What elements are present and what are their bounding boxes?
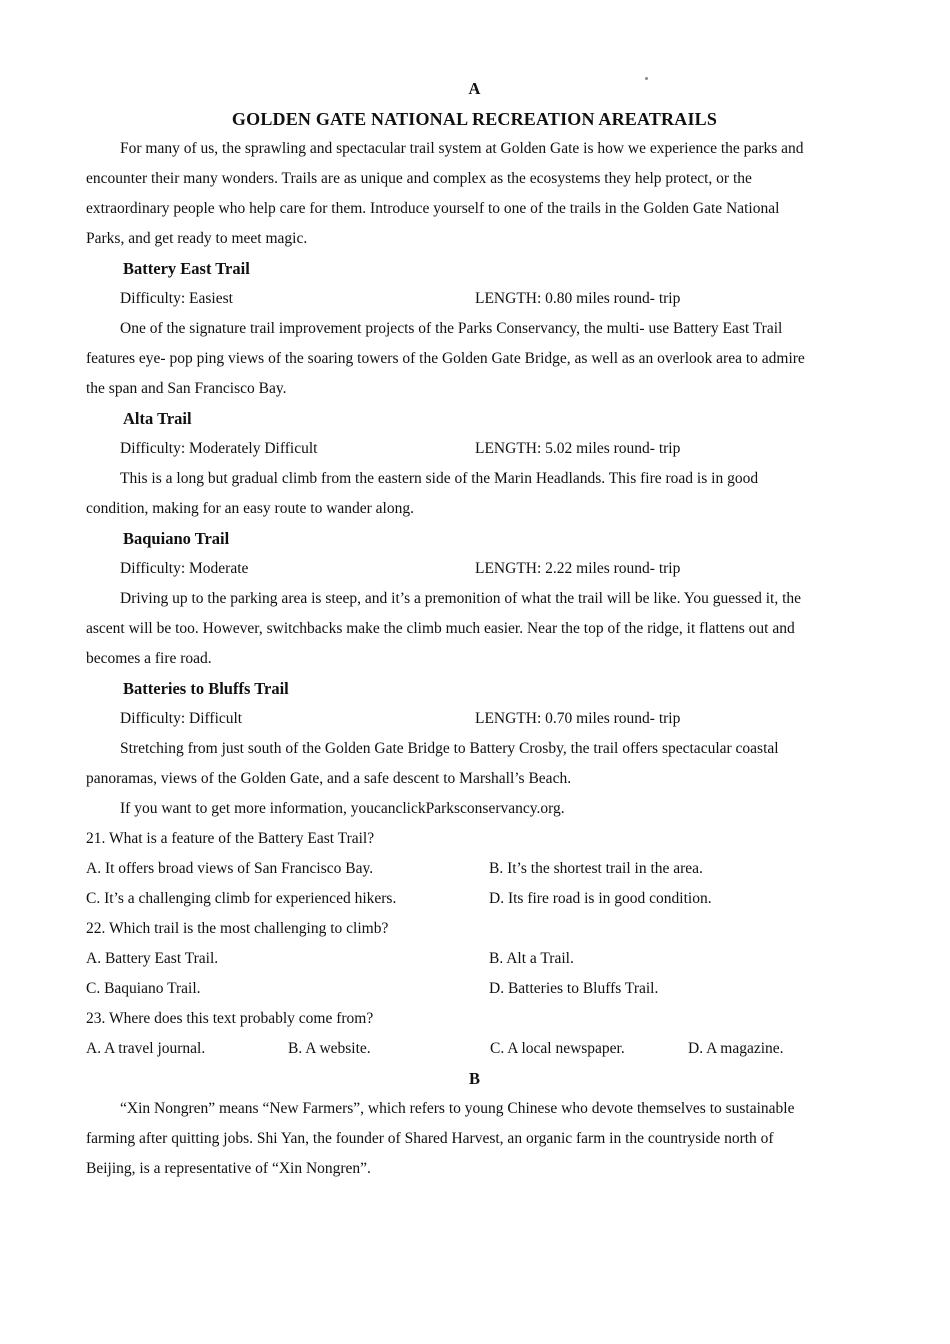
question-option-a: A. A travel journal. [86, 1040, 206, 1057]
options-row [86, 854, 863, 884]
section-b-label: B [468, 1069, 480, 1088]
trail-difficulty: Difficulty: Moderate [120, 560, 249, 577]
text-line: the span and San Francisco Bay. [86, 380, 287, 397]
trail-difficulty: Difficulty: Easiest [120, 290, 233, 307]
section-a-label: A [468, 79, 481, 98]
more-info-line: If you want to get more information, youcanclickParksconservancy.org. [120, 800, 565, 817]
question-text: 21. What is a feature of the Battery East Trail? [86, 830, 375, 847]
trail-section-batteries-to-bluffs [86, 674, 863, 794]
text-line: condition, making for an easy route to wander along. [86, 500, 414, 517]
trail-meta-row [86, 554, 863, 584]
trail-meta-row [86, 704, 863, 734]
text-line: farming after quitting jobs. Shi Yan, the founder of Shared Harvest, an organic farm in the countryside north of [86, 1130, 774, 1147]
text-line: encounter their many wonders. Trails are as unique and complex as the ecosystems they help protect, or the [86, 170, 752, 187]
text-line: Parks, and get ready to meet magic. [86, 230, 308, 247]
trail-difficulty: Difficulty: Difficult [120, 710, 243, 727]
trail-name: Baquiano Trail [123, 529, 230, 548]
question-option-d: D. Batteries to Bluffs Trail. [489, 980, 659, 997]
question-text: 23. Where does this text probably come from? [86, 1010, 374, 1027]
text-line: becomes a fire road. [86, 650, 212, 667]
text-line: ascent will be too. However, switchbacks make the climb much easier. Near the top of the ridge, it flattens out and [86, 620, 795, 637]
question-22 [86, 914, 863, 1004]
text-line: This is a long but gradual climb from the eastern side of the Marin Headlands. This fire road is in good [120, 470, 759, 487]
options-row [86, 974, 863, 1004]
options-row [86, 944, 863, 974]
text-line: panoramas, views of the Golden Gate, and a safe descent to Marshall’s Beach. [86, 770, 572, 787]
question-option-d: D. Its fire road is in good condition. [489, 890, 712, 907]
text-line: One of the signature trail improvement projects of the Parks Conservancy, the multi- use Battery East Trail [120, 320, 783, 337]
trail-name: Alta Trail [123, 409, 192, 428]
text-line: Beijing, is a representative of “Xin Nongren”. [86, 1160, 371, 1177]
trail-length: LENGTH: 0.80 miles round- trip [475, 290, 681, 307]
question-option-a: A. It offers broad views of San Francisco Bay. [86, 860, 374, 877]
question-option-c: C. Baquiano Trail. [86, 980, 201, 997]
trail-meta-row [86, 284, 863, 314]
question-option-c: C. A local newspaper. [490, 1040, 625, 1057]
trail-meta-row [86, 434, 863, 464]
text-line: Stretching from just south of the Golden Gate Bridge to Battery Crosby, the trail offers spectacular coastal [120, 740, 779, 757]
options-row [86, 884, 863, 914]
trail-name: Battery East Trail [123, 259, 250, 278]
text-line: “Xin Nongren” means “New Farmers”, which refers to young Chinese who devote themselves to sustainable [120, 1100, 795, 1117]
question-text: 22. Which trail is the most challenging to climb? [86, 920, 389, 937]
text-line: Driving up to the parking area is steep, and it’s a premonition of what the trail will be like. You guessed it, the [120, 590, 802, 607]
options-row [86, 1034, 863, 1064]
question-23 [86, 1004, 863, 1064]
question-option-d: D. A magazine. [688, 1040, 784, 1057]
trail-name: Batteries to Bluffs Trail [123, 679, 289, 698]
document-content [86, 74, 863, 1184]
trail-section-alta [86, 404, 863, 524]
trail-length: LENGTH: 5.02 miles round- trip [475, 440, 681, 457]
question-option-b: B. Alt a Trail. [489, 950, 574, 967]
section-b-paragraph [86, 1094, 863, 1184]
question-option-b: B. It’s the shortest trail in the area. [489, 860, 703, 877]
text-line: extraordinary people who help care for them. Introduce yourself to one of the trails in the Golden Gate National [86, 200, 780, 217]
question-option-b: B. A website. [288, 1040, 371, 1057]
text-line: features eye- pop ping views of the soaring towers of the Golden Gate Bridge, as well as an overlook area to admire [86, 350, 805, 367]
page-title: GOLDEN GATE NATIONAL RECREATION AREATRAILS [231, 109, 718, 129]
trail-section-battery-east [86, 254, 863, 404]
question-21 [86, 824, 863, 914]
question-option-a: A. Battery East Trail. [86, 950, 219, 967]
question-option-c: C. It’s a challenging climb for experienced hikers. [86, 890, 397, 907]
text-line: For many of us, the sprawling and spectacular trail system at Golden Gate is how we experience the parks and [120, 140, 804, 157]
trail-difficulty: Difficulty: Moderately Difficult [120, 440, 318, 457]
intro-paragraph [86, 134, 863, 254]
trail-length: LENGTH: 2.22 miles round- trip [475, 560, 681, 577]
trail-section-baquiano [86, 524, 863, 674]
trail-length: LENGTH: 0.70 miles round- trip [475, 710, 681, 727]
